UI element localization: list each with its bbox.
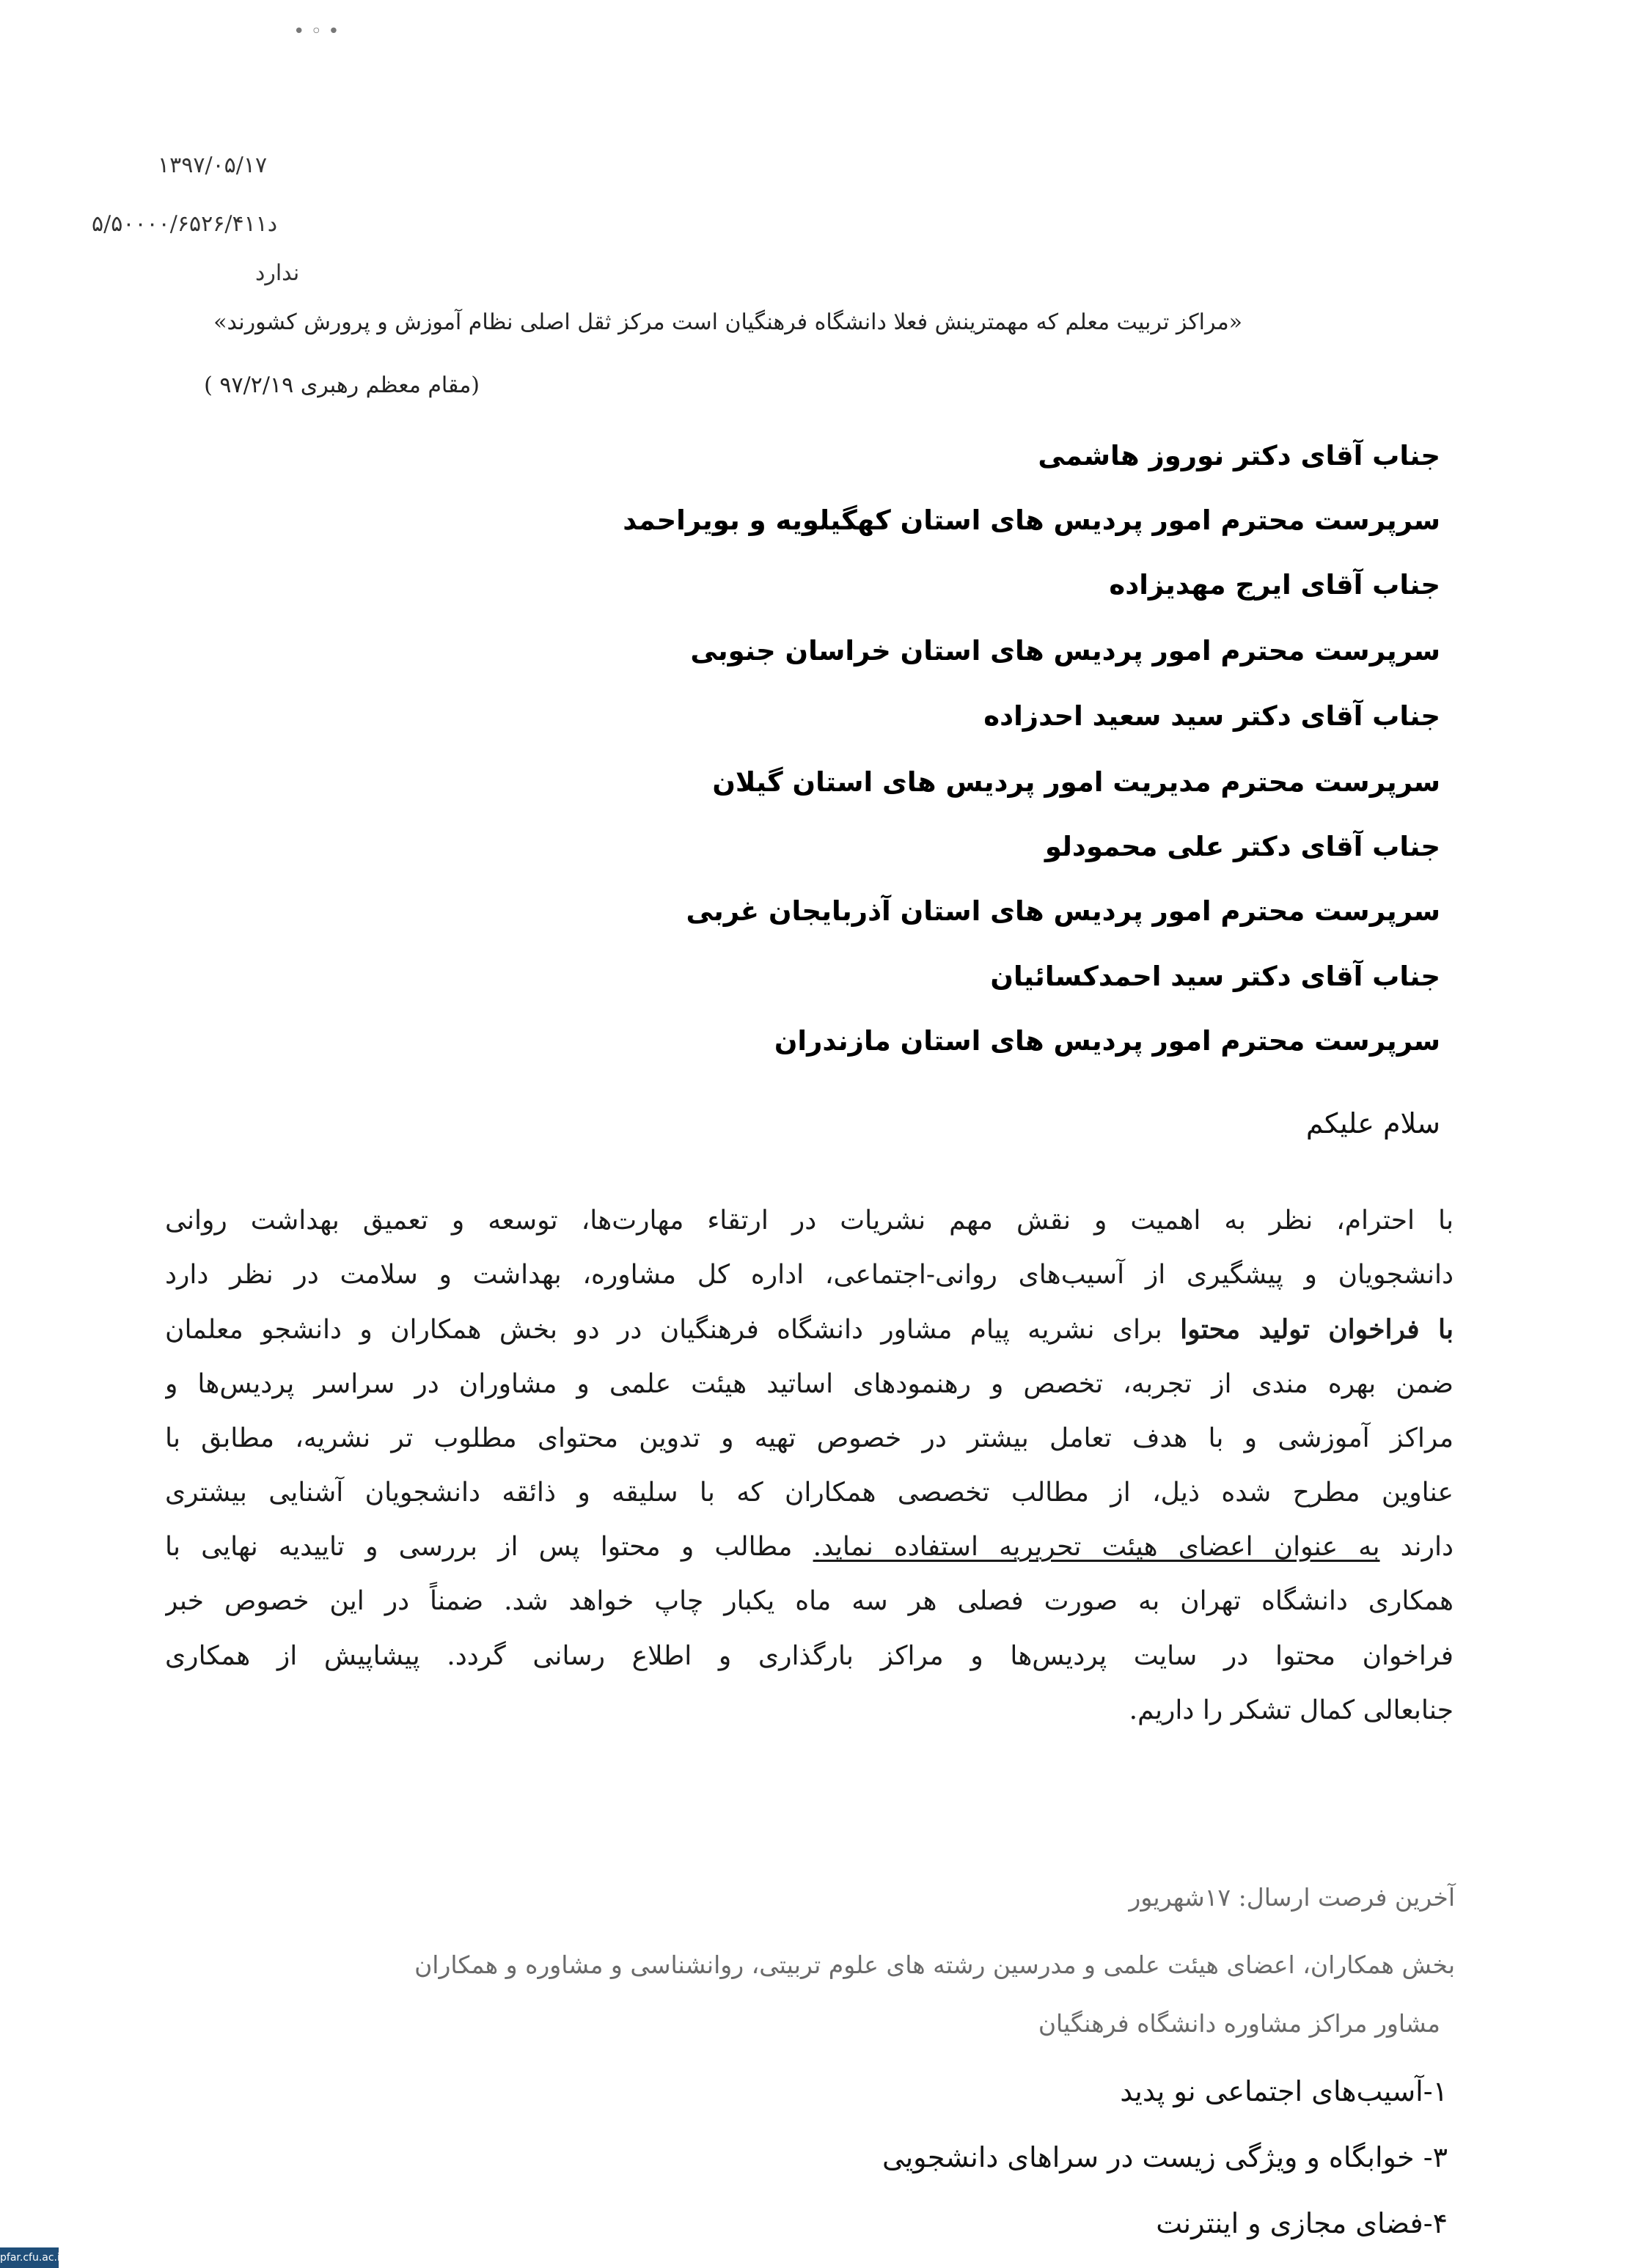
body-line: جنابعالی کمال تشکر را داریم. — [1129, 1695, 1454, 1725]
body-line: دانشجویان و پیشگیری از آسیب‌های روانی-اجتماعی، اداره کل مشاوره، بهداشت و سلامت در نظر دارد — [165, 1260, 1454, 1291]
topic-item: ۱-آسیب‌های اجتماعی نو پدید — [1120, 2075, 1448, 2107]
letter-number: ۵/۵۰۰۰۰/۶۵۲۶/۴۱۱د — [92, 211, 278, 237]
addressee-8: سرپرست محترم امور پردیس های استان آذربایجان غربی — [686, 895, 1440, 927]
topic-item: ۳- خوابگاه و ویژگی زیست در سراهای دانشجویی — [882, 2141, 1448, 2173]
addressee-2: سرپرست محترم امور پردیس های استان کهگیلویه و بویراحمد — [623, 504, 1440, 536]
body-line-rest: برای نشریه پیام مشاور دانشگاه فرهنگیان در دو بخش همکاران و دانشجو معلمان — [165, 1315, 1181, 1346]
scan-speck: • ◦ • — [293, 21, 340, 43]
addressee-9: جناب آقای دکتر سید احمدکسائیان — [990, 961, 1440, 992]
addressee-7: جناب آقای دکتر علی محمودلو — [1044, 831, 1440, 862]
quote-source: (مقام معظم رهبری ۹۷/۲/۱۹ ) — [204, 373, 480, 398]
body-line — [165, 1302, 1454, 1357]
body-line: مراکز آموزشی و با هدف تعامل بیشتر در خصوص تهیه و تدوین محتوای مطلوب تر نشریه، مطابق با — [165, 1423, 1454, 1453]
body-line-pre: دارند — [1379, 1532, 1454, 1563]
greeting: سلام علیکم — [1305, 1107, 1440, 1139]
addressee-4: سرپرست محترم امور پردیس های استان خراسان جنوبی — [690, 635, 1440, 667]
body-line: فراخوان محتوا در سایت پردیس‌ها و مراکز بارگذاری و اطلاع رسانی گردد. پیشاپیش از همکاری — [165, 1640, 1454, 1671]
topic-item: ۴-فضای مجازی و اینترنت — [1156, 2207, 1448, 2239]
letter-body — [165, 1194, 1454, 1738]
body-line — [165, 1520, 1454, 1574]
section-line-1: بخش همکاران، اعضای هیئت علمی و مدرسین رشته های علوم تربیتی، روانشناسی و مشاوره و همکاران — [414, 1950, 1455, 1979]
body-line: با احترام، نظر به اهمیت و نقش مهم نشریات در ارتقاء مهارت‌ها، توسعه و تعمیق بهداشت روانی — [165, 1205, 1454, 1236]
addressee-10: سرپرست محترم امور پردیس های استان مازندران — [774, 1025, 1440, 1057]
site-logo: pfar.cfu.ac.ir — [0, 2247, 59, 2268]
editorial-board-phrase: به عنوان اعضای هیئت تحریریه استفاده نماید. — [813, 1532, 1380, 1563]
letter-attachment: ندارد — [255, 260, 300, 286]
section-line-2: مشاور مراکز مشاوره دانشگاه فرهنگیان — [1038, 2009, 1440, 2038]
addressee-3: جناب آقای ایرج مهدیزاده — [1109, 569, 1440, 601]
leader-quote: «مراکز تربیت معلم که مهمترینش فعلا دانشگاه فرهنگیان است مرکز ثقل اصلی نظام آموزش و پرورش کشورند» — [213, 309, 1242, 335]
deadline: آخرین فرصت ارسال: ۱۷شهریور — [1129, 1883, 1455, 1912]
body-line-rest: مطالب و محتوا پس از بررسی و تاییدیه نهایی با — [165, 1532, 813, 1563]
call-for-content: با فراخوان تولید محتوا — [1180, 1314, 1454, 1346]
letter-date: ۱۳۹۷/۰۵/۱۷ — [158, 153, 268, 178]
body-line: همکاری دانشگاه تهران به صورت فصلی هر سه ماه یکبار چاپ خواهد شد. ضمناً در این خصوص خبر — [165, 1586, 1454, 1617]
addressee-6: سرپرست محترم مدیریت امور پردیس های استان گیلان — [712, 766, 1440, 798]
body-line: عناوین مطرح شده ذیل، از مطالب تخصصی همکاران که با سلیقه و ذائقه دانشجویان آشنایی بیشتری — [165, 1477, 1454, 1508]
body-line: ضمن بهره مندی از تجربه، تخصص و رهنمودهای اساتید هیئت علمی و مشاوران در سراسر پردیس‌ها و — [165, 1368, 1454, 1399]
addressee-5: جناب آقای دکتر سید سعید احدزاده — [983, 700, 1440, 732]
addressee-1: جناب آقای دکتر نوروز هاشمی — [1038, 440, 1440, 471]
